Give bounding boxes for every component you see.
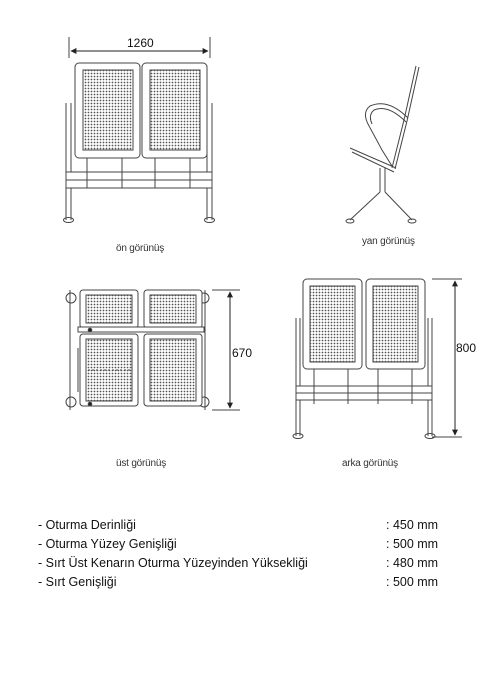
back-view — [293, 279, 462, 439]
marker-dot — [88, 402, 92, 406]
mesh-panel — [310, 286, 355, 362]
front-view — [64, 37, 215, 223]
spec-label: - Oturma Derinliği — [38, 518, 136, 532]
spec-label: - Oturma Yüzey Genişliği — [38, 537, 177, 551]
mesh-panel — [83, 70, 133, 150]
foot — [293, 434, 303, 439]
mesh-panel — [86, 295, 132, 323]
spec-label: - Sırt Genişliği — [38, 575, 117, 589]
mesh-panel — [150, 339, 196, 401]
seat-profile — [350, 148, 396, 168]
seat-profile — [352, 152, 394, 172]
back-view-label: arka görünüş — [342, 458, 398, 469]
mesh-panel — [373, 286, 418, 362]
foot — [425, 434, 435, 439]
top-view — [66, 290, 240, 410]
crossbar — [78, 327, 204, 332]
backrest — [395, 67, 419, 169]
spec-label: - Sırt Üst Kenarın Oturma Yüzeyinden Yüksekliği — [38, 556, 308, 570]
spec-value: : 500 mm — [386, 537, 439, 551]
side-view — [346, 66, 419, 223]
mesh-panel — [150, 70, 200, 150]
depth-dimension-label: 670 — [232, 346, 253, 360]
spec-value: : 450 mm — [386, 518, 439, 532]
spec-row — [38, 535, 458, 554]
spec-row — [38, 516, 458, 535]
marker-dot — [88, 328, 92, 332]
top-view-label: üst görünüş — [116, 458, 167, 469]
foot — [205, 218, 215, 223]
armrest-inner — [370, 109, 406, 125]
foot — [64, 218, 74, 223]
stand-leg — [385, 192, 412, 220]
height-dimension-label: 800 — [456, 341, 477, 355]
spec-row — [38, 554, 458, 573]
backrest — [392, 66, 416, 168]
front-view-label: ön görünüş — [116, 243, 165, 254]
spec-value: : 480 mm — [386, 556, 439, 570]
spec-row — [38, 573, 458, 592]
rail-end — [66, 397, 76, 407]
mesh-panel — [150, 295, 196, 323]
side-view-label: yan görünüş — [362, 236, 415, 247]
spec-list — [38, 516, 458, 592]
spec-value: : 500 mm — [386, 575, 439, 589]
width-dimension-label: 1260 — [127, 36, 154, 50]
stand-leg — [350, 192, 380, 220]
rail-end — [66, 293, 76, 303]
